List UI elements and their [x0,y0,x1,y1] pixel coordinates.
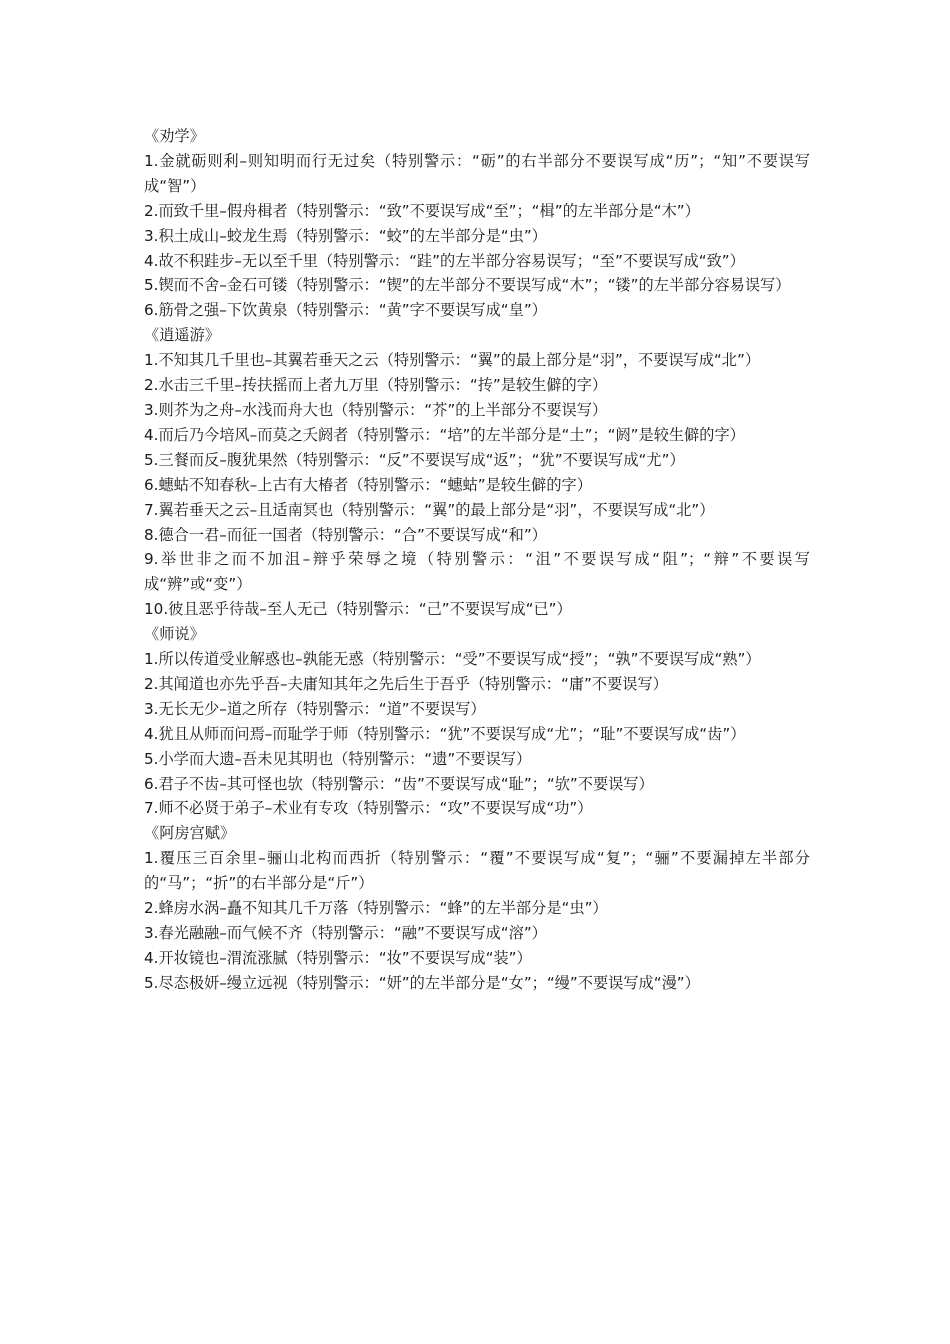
list-item: 1.金就砺则利–则知明而行无过矣（特别警示：“砺”的右半部分不要误写成“历”；“知”不要误写成“智”） [144,151,810,195]
list-item: 4.开妆镜也–渭流涨腻（特别警示：“妆”不要误写成“装”） [144,948,532,967]
section-title: 《逍遥游》 [144,326,220,345]
list-item: 6.君子不齿–其可怪也欤（特别警示：“齿”不要误写成“耻”；“欤”不要误写） [144,774,654,793]
list-item: 4.故不积跬步–无以至千里（特别警示：“跬”的左半部分容易误写；“至”不要误写成“致”） [144,251,745,270]
list-item: 9.举世非之而不加沮–辩乎荣辱之境（特别警示：“沮”不要误写成“阻”；“辩”不要误写成“辨”或“变”） [144,550,810,594]
list-item: 7.师不必贤于弟子–术业有专攻（特别警示：“攻”不要误写成“功”） [144,799,593,818]
list-item: 5.尽态极妍–缦立远视（特别警示：“妍”的左半部分是“女”；“缦”不要误写成“漫”） [144,973,700,992]
list-item: 6.蟪蛄不知春秋–上古有大椿者（特别警示：“蟪蛄”是较生僻的字） [144,475,592,494]
list-item: 10.彼且恶乎待哉–至人无己（特别警示：“己”不要误写成“已”） [144,600,572,619]
list-item: 1.不知其几千里也–其翼若垂天之云（特别警示：“翼”的最上部分是“羽”，不要误写成“北”） [144,351,761,370]
list-item: 1.所以传道受业解惑也–孰能无惑（特别警示：“受”不要误写成“授”；“孰”不要误写成“熟”） [144,650,761,669]
document-page [144,124,810,996]
list-item: 4.犹且从师而问焉–而耻学于师（特别警示：“犹”不要误写成“尤”；“耻”不要误写成“齿”） [144,724,746,743]
list-item: 6.筋骨之强–下饮黄泉（特别警示：“黄”字不要误写成“皇”） [144,301,547,320]
list-item: 2.而致千里–假舟楫者（特别警示：“致”不要误写成“至”；“楫”的左半部分是“木”） [144,201,700,220]
section-title: 《阿房宫赋》 [144,824,236,843]
list-item: 5.三餐而反–腹犹果然（特别警示：“反”不要误写成“返”；“犹”不要误写成“尤”） [144,450,685,469]
list-item: 5.小学而大遗–吾未见其明也（特别警示：“遗”不要误写） [144,749,532,768]
section-quanxue [144,124,810,323]
list-item: 2.蜂房水涡–矗不知其几千万落（特别警示：“蜂”的左半部分是“虫”） [144,899,608,918]
list-item: 4.而后乃今培风–而莫之夭阏者（特别警示：“培”的左半部分是“土”；“阏”是较生僻的字） [144,425,745,444]
list-item: 3.积土成山–蛟龙生焉（特别警示：“蛟”的左半部分是“虫”） [144,226,547,245]
list-item: 3.则芥为之舟–水浅而舟大也（特别警示：“芥”的上半部分不要误写） [144,400,608,419]
section-epanggongfu [144,821,810,995]
list-item: 2.其闻道也亦先乎吾–夫庸知其年之先后生于吾乎（特别警示：“庸”不要误写） [144,674,668,693]
section-title: 《劝学》 [144,127,205,145]
list-item: 2.水击三千里–抟扶摇而上者九万里（特别警示：“抟”是较生僻的字） [144,376,608,395]
section-shishuo [144,622,810,821]
list-item: 3.无长无少–道之所存（特别警示：“道”不要误写） [144,699,486,718]
list-item: 3.春光融融–而气候不齐（特别警示：“融”不要误写成“溶”） [144,924,547,942]
list-item: 5.锲而不舍–金石可镂（特别警示：“锲”的左半部分不要误写成“木”；“镂”的左半部分容易误写） [144,276,791,295]
list-item: 7.翼若垂天之云–且适南冥也（特别警示：“翼”的最上部分是“羽”，不要误写成“北”） [144,500,715,519]
list-item: 8.德合一君–而征一国者（特别警示：“合”不要误写成“和”） [144,525,547,544]
section-title: 《师说》 [144,625,205,644]
list-item: 1.覆压三百余里–骊山北构而西折（特别警示：“覆”不要误写成“复”；“骊”不要漏掉左半部分的“马”；“折”的右半部分是“斤”） [144,849,810,893]
section-xiaoyaoyou [144,323,810,622]
